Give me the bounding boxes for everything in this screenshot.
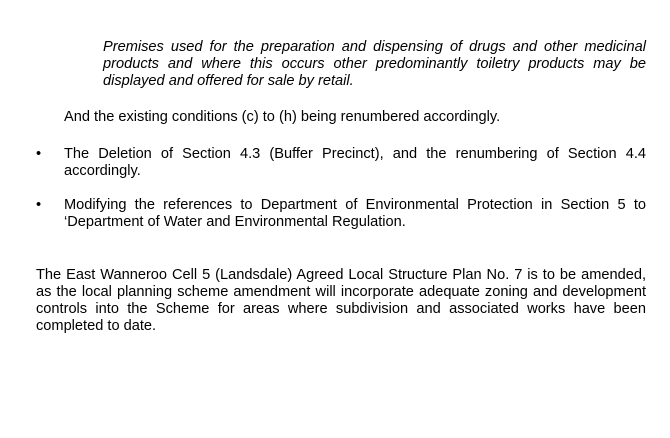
quoted-definition-paragraph: Premises used for the preparation and dispensing of drugs and other medicinal products and where this occurs other predominantly toiletry products may be displayed and offered for sale by retail. bbox=[103, 39, 646, 89]
bullet-text: The Deletion of Section 4.3 (Buffer Precinct), and the renumbering of Section 4.4 accordingly. bbox=[64, 146, 646, 179]
bullet-marker: • bbox=[36, 146, 42, 162]
bullet-item-deletion bbox=[36, 146, 646, 180]
bullet-item-modifying-references bbox=[36, 197, 646, 231]
bullet-text: Modifying the references to Department of Environmental Protection in Section 5 to ‘Department of Water and Environmental Regulation. bbox=[64, 197, 646, 230]
bullet-marker: • bbox=[36, 197, 42, 213]
renumber-note: And the existing conditions (c) to (h) being renumbered accordingly. bbox=[64, 109, 501, 125]
closing-paragraph: The East Wanneroo Cell 5 (Landsdale) Agreed Local Structure Plan No. 7 is to be amended, as the local planning scheme amendment will incorporate adequate zoning and development controls into the Scheme for areas where subdivision and associated works have been completed to date. bbox=[36, 267, 646, 334]
